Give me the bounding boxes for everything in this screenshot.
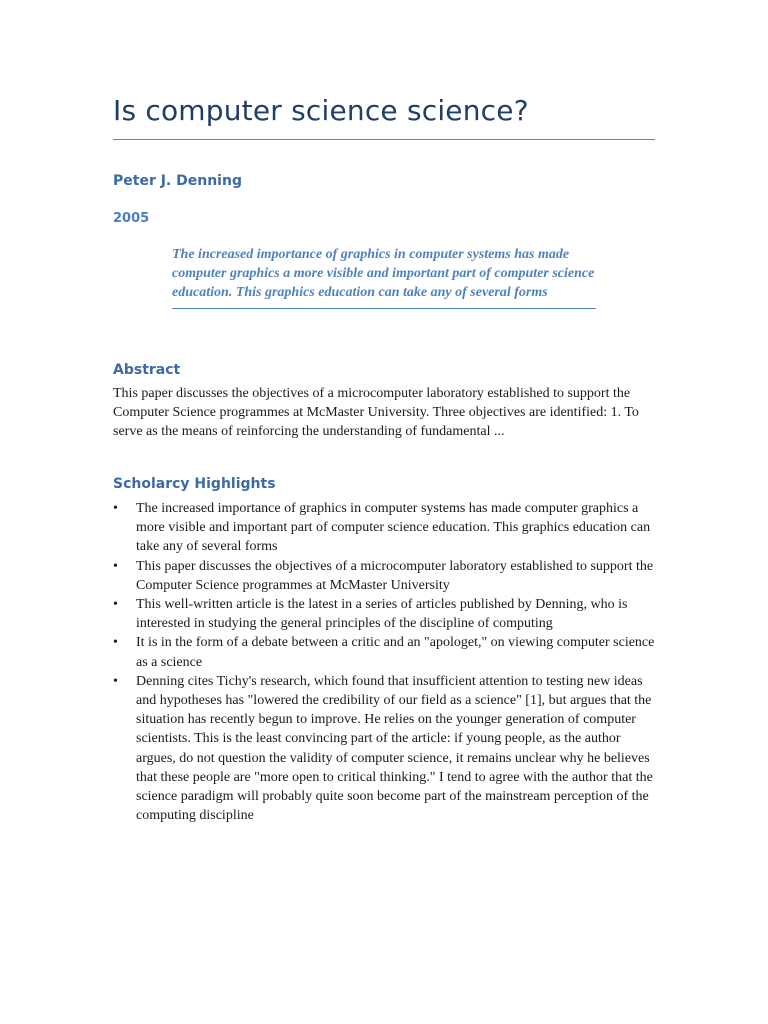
highlights-list xyxy=(113,499,658,825)
bullet-marker: • xyxy=(113,635,118,651)
document-title: Is computer science science? xyxy=(113,94,529,127)
highlight-text: This well-written article is the latest in a series of articles published by Denning, who is interested in studying the general principles of the discipline of computing xyxy=(136,597,628,632)
list-item xyxy=(113,557,658,595)
author-name: Peter J. Denning xyxy=(113,173,242,189)
list-item xyxy=(113,633,658,671)
bullet-marker: • xyxy=(113,597,118,613)
publication-year: 2005 xyxy=(113,211,150,226)
highlights-heading: Scholarcy Highlights xyxy=(113,476,276,492)
bullet-marker: • xyxy=(113,673,118,689)
bullet-marker: • xyxy=(113,501,118,516)
list-item xyxy=(113,672,658,826)
pull-quote: The increased importance of graphics in computer systems has made computer graphics a more visible and important part of computer science education. This graphics education can take any of several forms xyxy=(172,245,596,309)
highlight-text: Denning cites Tichy's research, which found that insufficient attention to testing new ideas and hypotheses has "lowered the credibility of our field as a science" [1], but argues that the situation has recently begun to improve. He relies on the younger generation of computer scientists. This is the least convincing part of the article: if young people, as the author argues, do not question the validity of computer science, it remains unclear why he believes that these people are "more open to critical thinking." I tend to agree with the author that the science paradigm will probably quite soon become part of the mainstream perception of the computing discipline xyxy=(136,673,653,824)
list-item xyxy=(113,499,658,557)
title-divider xyxy=(113,139,655,140)
highlight-text: This paper discusses the objectives of a microcomputer laboratory established to support the Computer Science programmes at McMaster University xyxy=(136,558,654,593)
bullet-marker: • xyxy=(113,558,118,574)
abstract-heading: Abstract xyxy=(113,362,181,378)
highlight-text: The increased importance of graphics in computer systems has made computer graphics a more visible and important part of computer science education. This graphics education can take any of several forms xyxy=(136,501,651,555)
abstract-text: This paper discusses the objectives of a microcomputer laboratory established to support the Computer Science programmes at McMaster University. Three objectives are identified: 1. To serve as the means of reinforcing the understanding of fundamental ... xyxy=(113,386,639,439)
highlight-text: It is in the form of a debate between a critic and an "apologet," on viewing computer science as a science xyxy=(136,635,655,670)
list-item xyxy=(113,595,658,633)
